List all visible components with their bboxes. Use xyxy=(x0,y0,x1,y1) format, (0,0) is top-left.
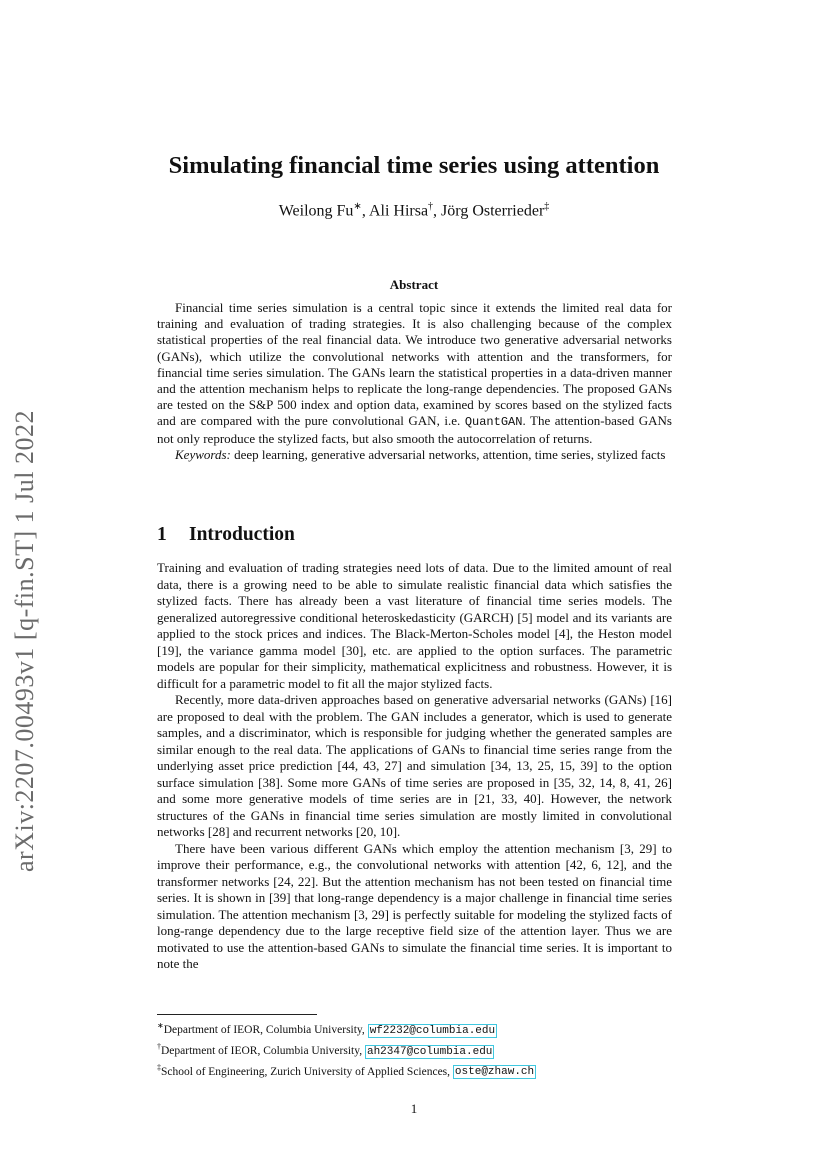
body-paragraph: There have been various different GANs which employ the attention mechanism [3, 29] to improve their performance, e.g., the convolutional networks with attention [42, 6, 12], and the transformer networks [24, 22]. But the attention mechanism has not been tested on financial time series. It is shown in [39] that long-range dependency is a major challenge in financial time series simulation. The attention mechanism [3, 29] is perfectly suitable for modeling the stylized facts of long-range dependency due to the large receptive field size of the attention layer. Thus we are motivated to use the attention-based GANs to simulate the financial time series. It is important to note the xyxy=(157,840,672,971)
footnote-mark: † xyxy=(157,1041,161,1051)
email-link[interactable]: oste@zhaw.ch xyxy=(454,1066,535,1079)
footnote xyxy=(157,1039,672,1060)
section-heading xyxy=(157,524,295,546)
author-name: Ali Hirsa xyxy=(368,202,429,220)
footnote-divider xyxy=(157,1014,317,1015)
footnote-text: Department of IEOR, Columbia University, xyxy=(161,1044,365,1057)
abstract-text: . The attention-based GANs not only reproduce the stylized facts, but also smooth the autocorrelation of returns. xyxy=(157,413,672,446)
page-number: 1 xyxy=(410,1101,418,1116)
paper-title: Simulating financial time series using attention xyxy=(168,152,660,179)
abstract-text: Financial time series simulation is a central topic since it extends the limited real data for training and evaluation of trading strategies. It is also challenging because of the complex statistical properties of the real financial data. We introduce two generative adversarial networks (GANs), which utilize the convolutional networks with attention and the transformers, for financial time series simulation. The GANs learn the statistical properties in a data-driven manner and the attention mechanism helps to replicate the long-range dependencies. The proposed GANs are tested on the S&P 500 index and option data, examined by scores based on the stylized facts and are compared with the pure convolutional GAN, i.e. xyxy=(157,300,672,429)
abstract-body xyxy=(157,300,672,463)
footnote xyxy=(157,1018,672,1039)
keywords-text: deep learning, generative adversarial networks, attention, time series, stylized facts xyxy=(234,446,666,462)
email-link[interactable]: ah2347@columbia.edu xyxy=(366,1045,493,1058)
body-paragraph: Recently, more data-driven approaches based on generative adversarial networks (GANs) [16] are proposed to deal with the problem. The GAN includes a generator, which is used to generate samples, and a discriminator, which is responsible for judging whether the generated samples are similar enough to the real data. The applications of GANs to financial time series range from the underlying asset price prediction [44, 43, 27] and simulation [34, 13, 25, 15, 39] to the option surface simulation [38]. Some more GANs of time series are proposed in [35, 32, 14, 8, 41, 26] and some more generative models of time series are in [21, 33, 40]. However, the network structures of the GANs in financial time series simulation are mostly limited in convolutional networks [28] and recurrent networks [20, 10]. xyxy=(157,692,672,839)
footnote-text: School of Engineering, Zurich University of Applied Sciences, xyxy=(161,1065,453,1078)
abstract-heading: Abstract xyxy=(389,277,439,292)
footnote xyxy=(157,1060,672,1081)
author-name: Jörg Osterrieder xyxy=(441,202,545,220)
keywords-line xyxy=(157,447,672,463)
introduction-body xyxy=(157,560,672,973)
section-number: 1 xyxy=(157,524,167,545)
author-mark: ∗ xyxy=(353,201,362,212)
footnote-mark: ∗ xyxy=(157,1021,164,1030)
arxiv-stamp: arXiv:2207.00493v1 [q-fin.ST] 1 Jul 2022 xyxy=(10,410,39,872)
keywords-label: Keywords: xyxy=(175,446,231,462)
footnote-mark: ‡ xyxy=(157,1062,161,1072)
author-name: Weilong Fu xyxy=(278,202,354,220)
abstract-paragraph xyxy=(157,300,672,447)
author-mark: † xyxy=(428,201,434,212)
email-link[interactable]: wf2232@columbia.edu xyxy=(369,1024,496,1037)
footnotes xyxy=(157,1018,672,1080)
author-list: Weilong Fu∗, Ali Hirsa†, Jörg Osterrieder‡ xyxy=(278,201,550,220)
section-title: Introduction xyxy=(189,524,295,545)
code-term: QuantGAN xyxy=(464,415,523,430)
body-paragraph: Training and evaluation of trading strategies need lots of data. Due to the limited amount of real data, there is a growing need to be able to simulate realistic financial data which satisfies the stylized facts. There has already been a vast literature of financial time series models. The generalized autoregressive conditional heteroskedasticity (GARCH) [5] model and its variants are applied to the stock prices and indices. The Black-Merton-Scholes model [4], the Heston model [19], the variance gamma model [30], etc. are applied to the option surfaces. The parametric models are popular for their simplicity, mathematical explicitness and robustness. However, it is difficult for a parametric model to fit all the major stylized facts. xyxy=(157,560,672,691)
author-mark: ‡ xyxy=(544,201,550,212)
footnote-text: Department of IEOR, Columbia University, xyxy=(163,1023,368,1036)
